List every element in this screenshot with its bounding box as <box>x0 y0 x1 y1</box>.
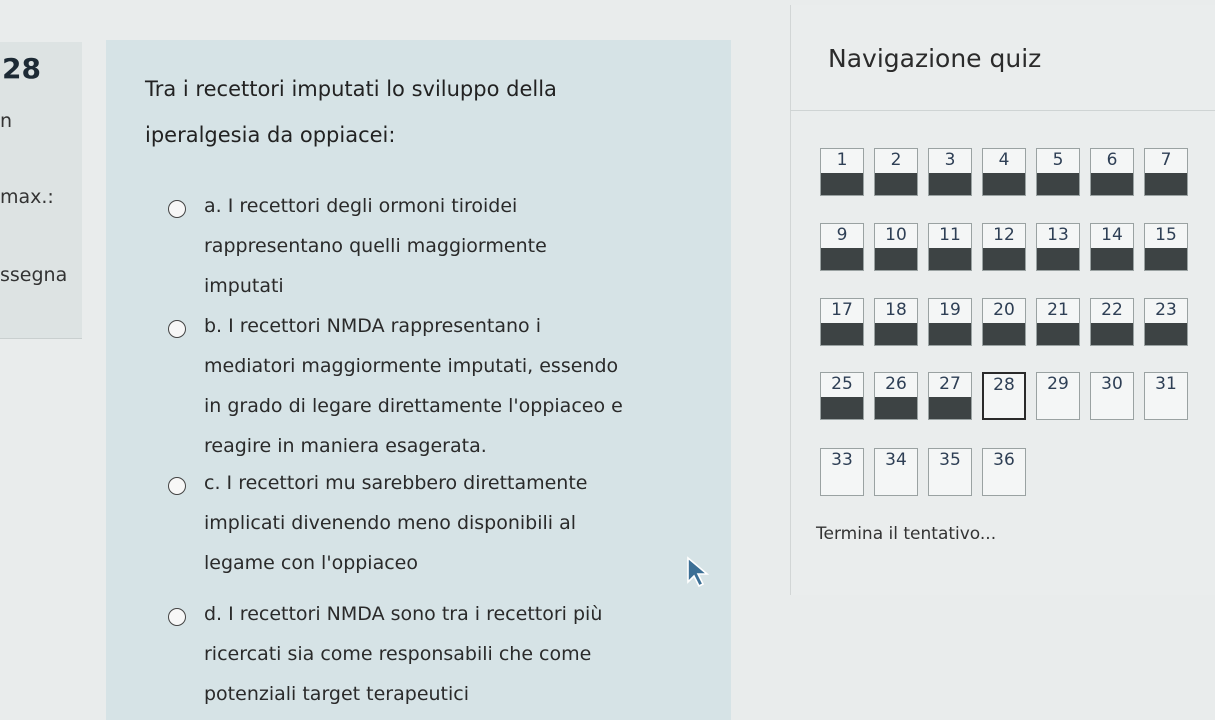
answered-indicator <box>821 173 863 195</box>
info-points-fragment: max.: <box>0 186 54 208</box>
nav-question-number: 25 <box>831 374 853 394</box>
nav-question-button[interactable] <box>928 298 972 346</box>
answered-indicator <box>875 323 917 345</box>
answered-indicator <box>929 173 971 195</box>
nav-question-number: 18 <box>885 300 907 320</box>
nav-question-number: 27 <box>939 374 961 394</box>
nav-question-button[interactable] <box>874 448 918 496</box>
nav-question-number: 17 <box>831 300 853 320</box>
answered-indicator <box>983 248 1025 270</box>
nav-question-number: 36 <box>993 450 1015 470</box>
radio-button[interactable] <box>168 320 186 338</box>
answered-indicator <box>929 397 971 419</box>
nav-question-button[interactable] <box>928 223 972 271</box>
nav-question-number: 34 <box>885 450 907 470</box>
nav-question-button[interactable] <box>820 223 864 271</box>
answered-indicator <box>875 397 917 419</box>
nav-divider <box>790 110 1215 111</box>
answered-indicator <box>1145 248 1187 270</box>
nav-question-number: 4 <box>998 150 1010 170</box>
nav-question-button[interactable] <box>820 448 864 496</box>
quiz-navigation-title: Navigazione quiz <box>828 44 1042 73</box>
nav-question-button[interactable] <box>1144 223 1188 271</box>
answered-indicator <box>821 248 863 270</box>
answered-indicator <box>1091 323 1133 345</box>
answered-indicator <box>929 323 971 345</box>
nav-question-number: 29 <box>1047 374 1069 394</box>
mouse-pointer-icon <box>686 556 710 588</box>
answered-indicator <box>1145 173 1187 195</box>
nav-question-number: 9 <box>836 225 848 245</box>
nav-question-button[interactable] <box>982 372 1026 420</box>
nav-question-button[interactable] <box>982 148 1026 196</box>
answer-text-d: d. I recettori NMDA sono tra i recettori più ricercati sia come responsabili che come potenziali target terapeutici <box>204 603 603 705</box>
answered-indicator <box>1091 248 1133 270</box>
nav-question-number: 6 <box>1106 150 1118 170</box>
answered-indicator <box>1037 248 1079 270</box>
nav-question-button[interactable] <box>874 148 918 196</box>
answered-indicator <box>1037 323 1079 345</box>
nav-question-button[interactable] <box>1036 148 1080 196</box>
nav-question-number: 15 <box>1155 225 1177 245</box>
nav-question-button[interactable] <box>1036 372 1080 420</box>
info-flag-fragment[interactable]: ssegna <box>0 264 68 286</box>
answered-indicator <box>983 323 1025 345</box>
nav-question-button[interactable] <box>982 298 1026 346</box>
radio-button[interactable] <box>168 200 186 218</box>
answered-indicator <box>875 248 917 270</box>
nav-question-button[interactable] <box>928 148 972 196</box>
nav-question-number: 3 <box>944 150 956 170</box>
answer-option-b[interactable] <box>168 313 638 466</box>
answer-option-d[interactable] <box>168 601 608 714</box>
nav-question-number: 5 <box>1052 150 1064 170</box>
answered-indicator <box>929 248 971 270</box>
answer-option-a[interactable] <box>168 193 608 306</box>
nav-question-button[interactable] <box>820 372 864 420</box>
nav-question-number: 21 <box>1047 300 1069 320</box>
nav-question-number: 23 <box>1155 300 1177 320</box>
answered-indicator <box>1037 173 1079 195</box>
nav-question-number: 12 <box>993 225 1015 245</box>
nav-question-number: 7 <box>1160 150 1172 170</box>
nav-question-button[interactable] <box>820 148 864 196</box>
nav-question-number: 13 <box>1047 225 1069 245</box>
nav-question-button[interactable] <box>1036 298 1080 346</box>
nav-question-button[interactable] <box>1144 372 1188 420</box>
answered-indicator <box>821 397 863 419</box>
answered-indicator <box>1145 323 1187 345</box>
nav-question-number: 11 <box>939 225 961 245</box>
answer-text-b: b. I recettori NMDA rappresentano i mediatori maggiormente imputati, essendo in grado di legare direttamente l'oppiaceo e reagire in maniera esagerata. <box>204 315 623 457</box>
nav-question-number: 20 <box>993 300 1015 320</box>
nav-question-number: 28 <box>993 375 1015 395</box>
answered-indicator <box>983 173 1025 195</box>
nav-question-button[interactable] <box>1144 148 1188 196</box>
nav-question-button[interactable] <box>982 448 1026 496</box>
nav-question-button[interactable] <box>820 298 864 346</box>
radio-button[interactable] <box>168 608 186 626</box>
nav-question-button[interactable] <box>874 223 918 271</box>
answer-option-c[interactable] <box>168 470 588 583</box>
nav-question-number: 35 <box>939 450 961 470</box>
nav-question-button[interactable] <box>1090 223 1134 271</box>
answered-indicator <box>821 323 863 345</box>
finish-attempt-link[interactable]: Termina il tentativo... <box>816 524 997 544</box>
question-text: Tra i recettori imputati lo sviluppo della iperalgesia da oppiacei: <box>145 77 557 147</box>
info-status-fragment: n <box>0 110 13 132</box>
nav-question-number: 22 <box>1101 300 1123 320</box>
nav-question-button[interactable] <box>874 372 918 420</box>
nav-question-button[interactable] <box>1090 298 1134 346</box>
answer-text-c: c. I recettori mu sarebbero direttamente implicati divenendo meno disponibili al legame con l'oppiaceo <box>204 472 588 574</box>
nav-question-button[interactable] <box>928 372 972 420</box>
nav-question-number: 10 <box>885 225 907 245</box>
nav-question-button[interactable] <box>982 223 1026 271</box>
nav-question-number: 1 <box>836 150 848 170</box>
nav-question-button[interactable] <box>1144 298 1188 346</box>
nav-question-number: 19 <box>939 300 961 320</box>
question-number: 28 <box>2 52 41 85</box>
nav-question-number: 14 <box>1101 225 1123 245</box>
nav-question-button[interactable] <box>1090 372 1134 420</box>
answered-indicator <box>1091 173 1133 195</box>
nav-question-button[interactable] <box>874 298 918 346</box>
answered-indicator <box>875 173 917 195</box>
nav-question-button[interactable] <box>928 448 972 496</box>
radio-button[interactable] <box>168 477 186 495</box>
nav-question-number: 33 <box>831 450 853 470</box>
nav-question-number: 30 <box>1101 374 1123 394</box>
nav-question-number: 26 <box>885 374 907 394</box>
answer-text-a: a. I recettori degli ormoni tiroidei rappresentano quelli maggiormente imputati <box>204 195 547 297</box>
nav-question-number: 2 <box>890 150 902 170</box>
nav-question-button[interactable] <box>1090 148 1134 196</box>
nav-question-button[interactable] <box>1036 223 1080 271</box>
nav-question-number: 31 <box>1155 374 1177 394</box>
